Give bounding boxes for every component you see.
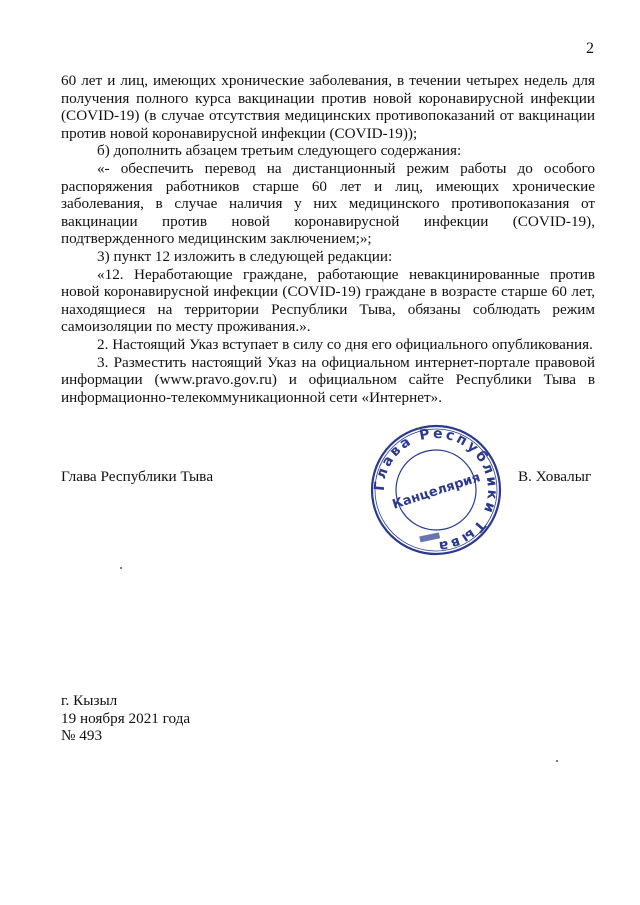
footer-number: № 493 bbox=[61, 727, 103, 744]
signatory-name: В. Ховалыг bbox=[518, 468, 592, 485]
document-body bbox=[61, 72, 595, 406]
page-number: 2 bbox=[586, 40, 594, 57]
official-stamp bbox=[366, 420, 506, 560]
footer-date: 19 ноября 2021 года bbox=[61, 709, 191, 727]
paragraph-quote-item-12: «12. Неработающие граждане, работающие невакцинированные против новой коронавирусной инфекции (COVID-19) граждане в возрасте старше 60 лет, находящиеся на территории Республики Тыва, обязаны соблюдать режим самоизоляции по месту проживания.». bbox=[61, 265, 595, 336]
scan-speck bbox=[556, 760, 558, 762]
stamp-ring-text: Глава Республики Тыва bbox=[371, 425, 501, 555]
paragraph-continuation: 60 лет и лиц, имеющих хронические заболевания, в течении четырех недель для получения полного курса вакцинации против новой коронавирусной инфекции (COVID-19) (в случае отсутствия медицинских противопоказаний от вакцинации против новой коронавирусной инфекции (COVID-19)); bbox=[61, 72, 595, 142]
scan-speck bbox=[120, 567, 122, 569]
paragraph-item-3: 3) пункт 12 изложить в следующей редакции: bbox=[97, 247, 393, 265]
paragraph-quote-remote-work: «- обеспечить перевод на дистанционный режим работы до особого распоряжения работников старше 60 лет и лиц, имеющих хронические заболевания, в случае наличия у них медицинского противопоказания от вакцинации против новой коронавирусной инфекции (COVID-19), подтвержденного медицинским заключением;»; bbox=[61, 159, 595, 248]
footer-city: г. Кызыл bbox=[61, 692, 118, 709]
signatory-position: Глава Республики Тывa bbox=[61, 468, 214, 485]
document-footer bbox=[61, 692, 190, 745]
paragraph-publication: 3. Разместить настоящий Указ на официальном интернет-портале правовой информации (www.pravo.gov.ru) и официальном сайте Республики Тыва в информационно-телекоммуникационной сети «Интернет». bbox=[61, 353, 595, 406]
stamp-center-text: Канцелярия bbox=[390, 470, 483, 513]
paragraph-subitem-b: б) дополнить абзацем третьим следующего содержания: bbox=[97, 142, 462, 160]
paragraph-entry-into-force: 2. Настоящий Указ вступает в силу со дня его официального опубликования. bbox=[97, 335, 593, 353]
